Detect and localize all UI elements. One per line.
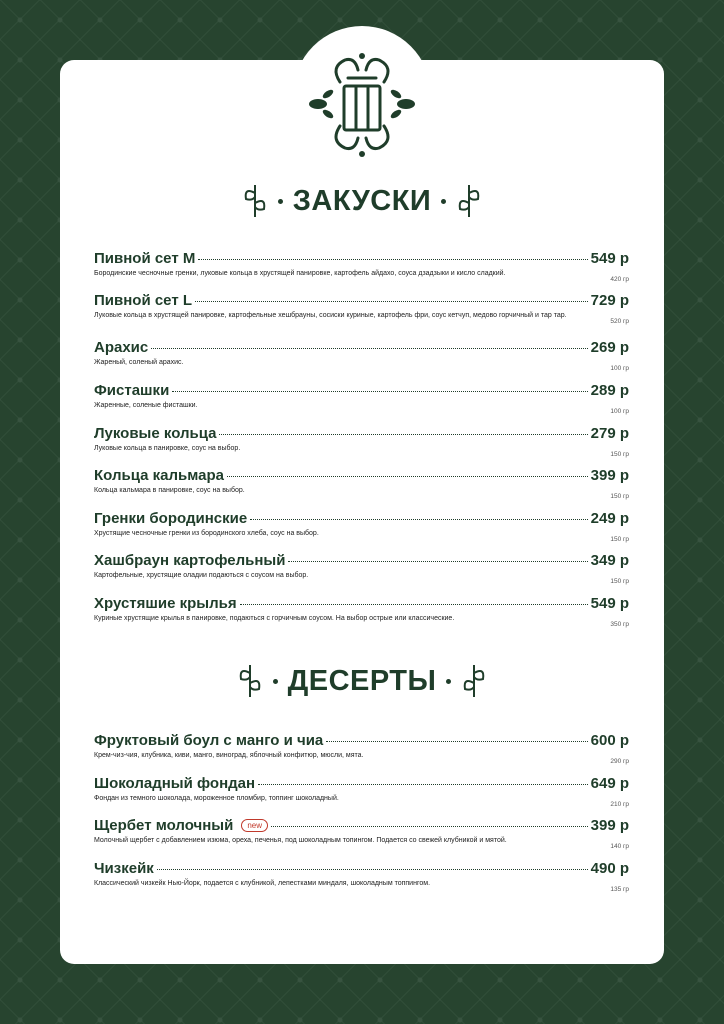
item-weight: 210 гр — [610, 801, 629, 808]
item-price: 399 р — [590, 467, 629, 484]
item-name: Пивной сет L — [94, 292, 192, 309]
item-price: 349 р — [590, 552, 629, 569]
item-weight: 135 гр — [610, 886, 629, 893]
item-weight: 140 гр — [610, 843, 629, 850]
item-price: 249 р — [590, 510, 629, 527]
item-description: Крем-чиз-чия, клубника, киви, манго, виноград, яблочный конфитюр, мюсли, мята. — [94, 752, 364, 759]
menu-item — [94, 425, 629, 458]
item-description: Луковые кольца в панировке, соус на выбор. — [94, 445, 241, 452]
item-name: Хашбраун картофельный — [94, 552, 286, 569]
item-name: Хрустяшие крылья — [94, 595, 237, 612]
item-price: 279 р — [590, 425, 629, 442]
item-description: Луковые кольца в хрустящей панировке, картофельные хешбрауны, сосиски куриные, картофель фри, соус кетчуп, медово горчичный и тар тар. — [94, 312, 567, 319]
item-description: Жаренные, соленые фисташки. — [94, 402, 198, 409]
item-price: 729 р — [590, 292, 629, 309]
leaf-sprig-icon — [237, 663, 263, 699]
menu-item — [94, 775, 629, 808]
item-weight: 520 гр — [610, 318, 629, 325]
item-description: Классический чизкейк Нью-Йорк, подается с клубникой, лепестками миндаля, шоколадным топпингом. — [94, 880, 431, 887]
item-price: 549 р — [590, 250, 629, 267]
item-name — [94, 817, 268, 834]
menu-item — [94, 552, 629, 585]
item-description: Картофельные, хрустящие оладии подаються с соусом на выбор. — [94, 572, 309, 579]
item-weight: 150 гр — [610, 451, 629, 458]
item-name: Чизкейк — [94, 860, 154, 877]
item-name: Фруктовый боул с манго и чиа — [94, 732, 324, 749]
section-heading: ЗАКУСКИ — [292, 184, 432, 217]
menu-item — [94, 732, 629, 765]
item-price: 269 р — [590, 339, 629, 356]
item-name: Кольца кальмара — [94, 467, 224, 484]
item-price: 490 р — [590, 860, 629, 877]
item-description: Молочный щербет с добавлением изюма, ореха, печенья, под шоколадным топингом. Подается со свежей клубникой и мятой. — [94, 837, 507, 844]
ornament-dot — [278, 199, 283, 204]
dotted-leader — [250, 519, 587, 520]
dotted-leader — [258, 784, 588, 785]
dotted-leader — [288, 561, 587, 562]
dotted-leader — [151, 348, 587, 349]
section-title-desserts — [60, 663, 664, 699]
item-name: Арахис — [94, 339, 149, 356]
item-weight: 420 гр — [610, 276, 629, 283]
ornament-dot — [273, 679, 278, 684]
dotted-leader — [198, 259, 587, 260]
new-badge: new — [241, 819, 268, 832]
item-description: Бородинские чесночные гренки, луковые кольца в хрустящей панировке, картофель айдахо, соуса дзадзыки и кисло сладкий. — [94, 270, 506, 277]
leaf-sprig-icon — [456, 183, 482, 219]
item-weight: 290 гр — [610, 758, 629, 765]
leaf-sprig-icon — [461, 663, 487, 699]
item-weight: 100 гр — [610, 365, 629, 372]
menu-item — [94, 382, 629, 415]
item-name: Шоколадный фондан — [94, 775, 256, 792]
item-price: 549 р — [590, 595, 629, 612]
menu-item — [94, 467, 629, 500]
item-price: 649 р — [590, 775, 629, 792]
dotted-leader — [157, 869, 588, 870]
dotted-leader — [227, 476, 588, 477]
leaf-monogram-logo — [300, 42, 424, 166]
dotted-leader — [271, 826, 588, 827]
dotted-leader — [240, 604, 588, 605]
leaf-sprig-icon — [242, 183, 268, 219]
item-name-text: Щербет молочный — [94, 817, 234, 834]
item-price: 600 р — [590, 732, 629, 749]
item-weight: 100 гр — [610, 408, 629, 415]
menu-item — [94, 860, 629, 893]
item-description: Кольца кальмара в панировке, соус на выбор. — [94, 487, 245, 494]
menu-item — [94, 510, 629, 543]
menu-item — [94, 595, 629, 628]
item-description: Фондан из темного шоколада, мороженное пломбир, топпинг шоколадный. — [94, 795, 339, 802]
section-title-snacks — [60, 183, 664, 219]
dotted-leader — [195, 301, 588, 302]
item-weight: 150 гр — [610, 578, 629, 585]
item-name: Луковые кольца — [94, 425, 217, 442]
item-price: 399 р — [590, 817, 629, 834]
item-description: Хрустящие чесночные гренки из бородинского хлеба, соус на выбор. — [94, 530, 319, 537]
dotted-leader — [326, 741, 587, 742]
item-description: Жареный, соленый арахис. — [94, 359, 184, 366]
item-weight: 350 гр — [610, 621, 629, 628]
item-price: 289 р — [590, 382, 629, 399]
item-name: Фисташки — [94, 382, 170, 399]
ornament-dot — [441, 199, 446, 204]
menu-item — [94, 339, 629, 372]
section-heading: ДЕСЕРТЫ — [287, 664, 437, 697]
dotted-leader — [219, 434, 587, 435]
item-name: Пивной сет M — [94, 250, 196, 267]
menu-item — [94, 250, 629, 283]
ornament-dot — [446, 679, 451, 684]
item-weight: 150 гр — [610, 536, 629, 543]
item-description: Куриные хрустящие крылья в панировке, подаються с горчичным соусом. На выбор острые или классические. — [94, 615, 455, 622]
menu-item — [94, 817, 629, 850]
menu-item — [94, 292, 629, 325]
dotted-leader — [172, 391, 587, 392]
item-weight: 150 гр — [610, 493, 629, 500]
item-name: Гренки бородинские — [94, 510, 248, 527]
